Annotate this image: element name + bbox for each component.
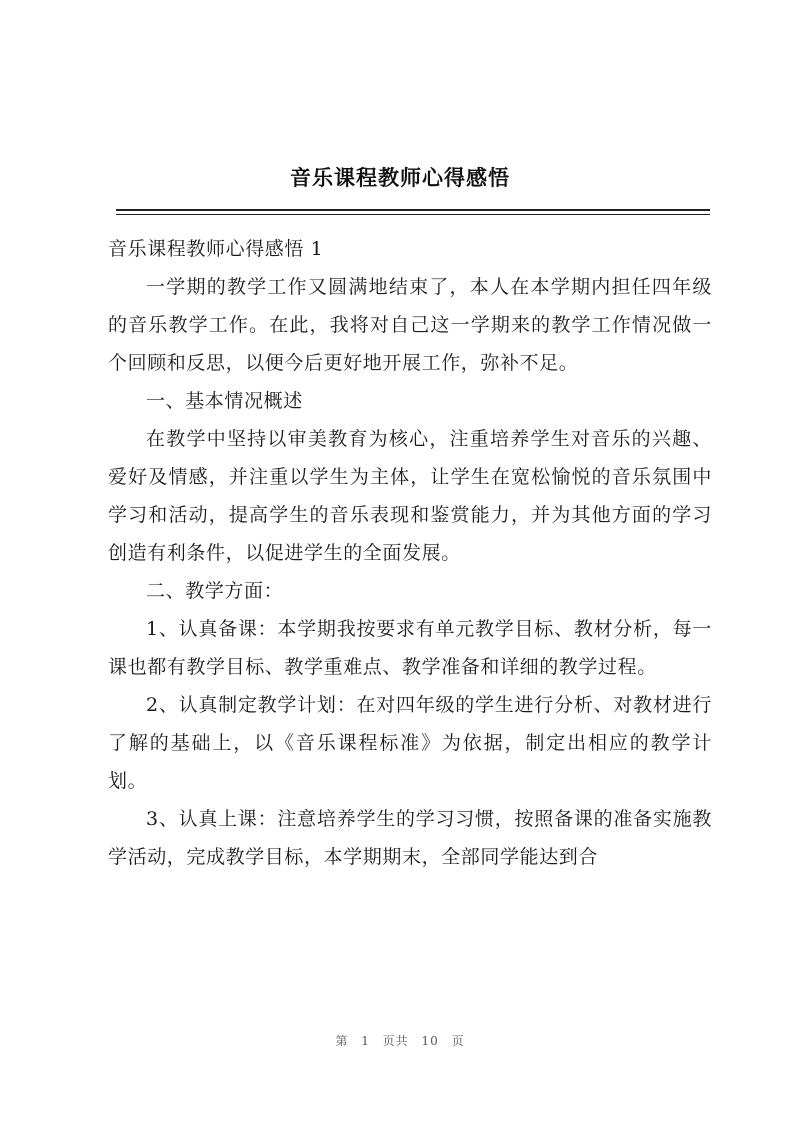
title-divider-thick [116, 209, 710, 211]
paragraph-intro: 一学期的教学工作又圆满地结束了，本人在本学期内担任四年级的音乐教学工作。在此，我将对自己这一学期来的教学工作情况做一个回顾和反思，以便今后更好地开展工作，弥补不足。 [108, 276, 712, 374]
footer-middle: 页共 [382, 1034, 409, 1048]
paragraph-classes: 3、认真上课：注意培养学生的学习习惯，按照备课的准备实施教学活动，完成教学目标，本学期期末，全部同学能达到合 [108, 808, 712, 868]
document-body [108, 230, 712, 876]
footer-total-pages: 10 [421, 1034, 439, 1048]
paragraph-basic-overview: 在教学中坚持以审美教育为核心，注重培养学生对音乐的兴趣、爱好及情感，并注重以学生为主体，让学生在宽松愉悦的音乐氛围中学习和活动，提高学生的音乐表现和鉴赏能力，并为其他方面的学习创造有利条件，以促进学生的全面发展。 [108, 428, 712, 564]
title-divider-thin [116, 214, 710, 215]
paragraph-teaching-plan: 2、认真制定教学计划：在对四年级的学生进行分析、对教材进行了解的基础上，以《音乐课程标准》为依据，制定出相应的教学计划。 [108, 694, 712, 792]
document-title: 音乐课程教师心得感悟 [290, 166, 510, 190]
heading-basic-overview: 一、基本情况概述 [146, 390, 303, 412]
section-heading: 音乐课程教师心得感悟 1 [108, 238, 324, 260]
heading-teaching: 二、教学方面： [146, 580, 284, 602]
footer-current-page: 1 [361, 1034, 370, 1048]
page-footer [0, 1032, 800, 1049]
paragraph-lesson-prep: 1、认真备课：本学期我按要求有单元教学目标、教材分析，每一课也都有教学目标、教学重难点、教学准备和详细的教学过程。 [108, 618, 712, 678]
footer-suffix: 页 [451, 1034, 465, 1048]
footer-prefix: 第 [335, 1034, 349, 1048]
